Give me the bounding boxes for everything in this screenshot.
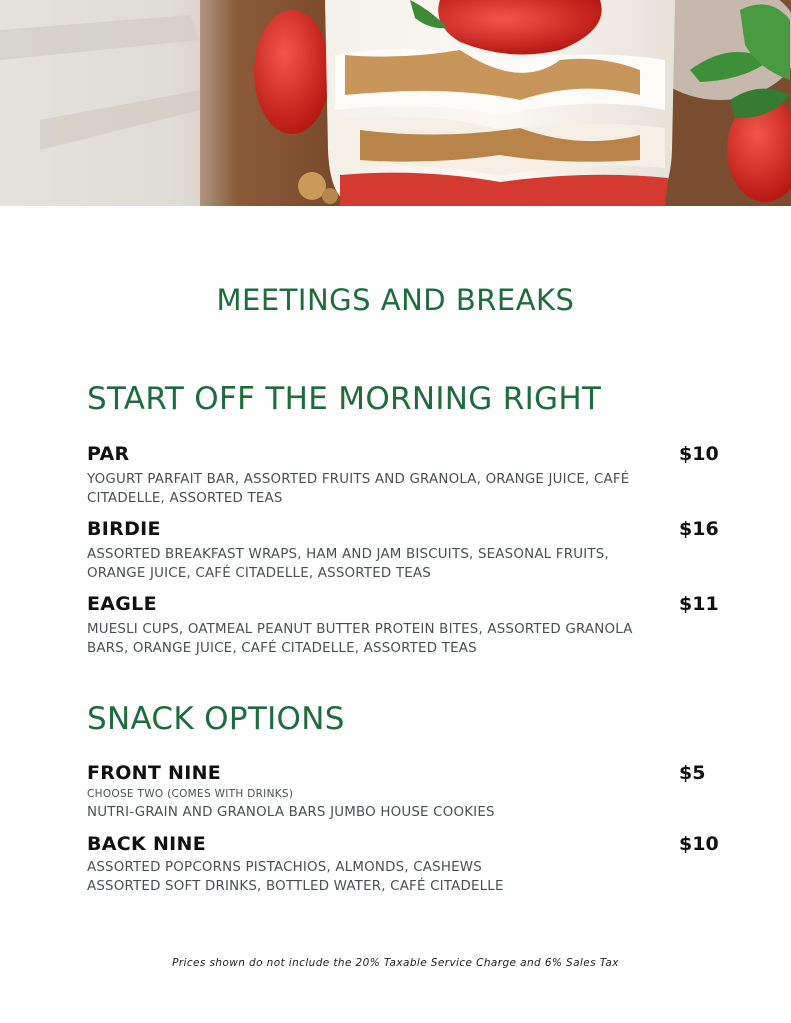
page-title: MEETINGS AND BREAKS: [216, 283, 575, 317]
item-price: $5: [679, 762, 706, 784]
item-price: $16: [679, 518, 719, 540]
item-name: BACK NINE: [87, 833, 207, 855]
menu-item-par: [87, 443, 717, 508]
item-note: CHOOSE TWO (COMES WITH DRINKS): [87, 788, 294, 800]
menu-item-front-nine: [87, 762, 717, 822]
menu-item-back-nine: [87, 833, 717, 896]
item-description-line: ASSORTED SOFT DRINKS, BOTTLED WATER, CAFÉ CITADELLE: [87, 879, 504, 894]
menu-item-eagle: [87, 593, 717, 658]
section-heading-snacks: SNACK OPTIONS: [87, 701, 345, 737]
item-description: YOGURT PARFAIT BAR, ASSORTED FRUITS AND GRANOLA, ORANGE JUICE, CAFÉ CITADELLE, ASSORTED TEAS: [87, 472, 630, 506]
item-description-line: ASSORTED POPCORNS PISTACHIOS, ALMONDS, CASHEWS: [87, 860, 482, 875]
item-price: $10: [679, 443, 719, 465]
item-description: NUTRI-GRAIN AND GRANOLA BARS JUMBO HOUSE COOKIES: [87, 805, 495, 820]
item-name: BIRDIE: [87, 518, 161, 540]
section-heading-morning: START OFF THE MORNING RIGHT: [87, 381, 602, 417]
item-price: $11: [679, 593, 719, 615]
hero-image-parfait: [0, 0, 791, 206]
item-description: MUESLI CUPS, OATMEAL PEANUT BUTTER PROTEIN BITES, ASSORTED GRANOLA BARS, ORANGE JUICE, CAFÉ CITADELLE, ASSORTED TEAS: [87, 622, 633, 656]
menu-item-birdie: [87, 518, 717, 583]
footer-price-disclaimer: Prices shown do not include the 20% Taxable Service Charge and 6% Sales Tax: [172, 957, 619, 969]
item-name: PAR: [87, 443, 130, 465]
item-description: ASSORTED BREAKFAST WRAPS, HAM AND JAM BISCUITS, SEASONAL FRUITS, ORANGE JUICE, CAFÉ CITADELLE, ASSORTED TEAS: [87, 547, 609, 581]
item-name: FRONT NINE: [87, 762, 222, 784]
item-price: $10: [679, 833, 719, 855]
item-name: EAGLE: [87, 593, 157, 615]
